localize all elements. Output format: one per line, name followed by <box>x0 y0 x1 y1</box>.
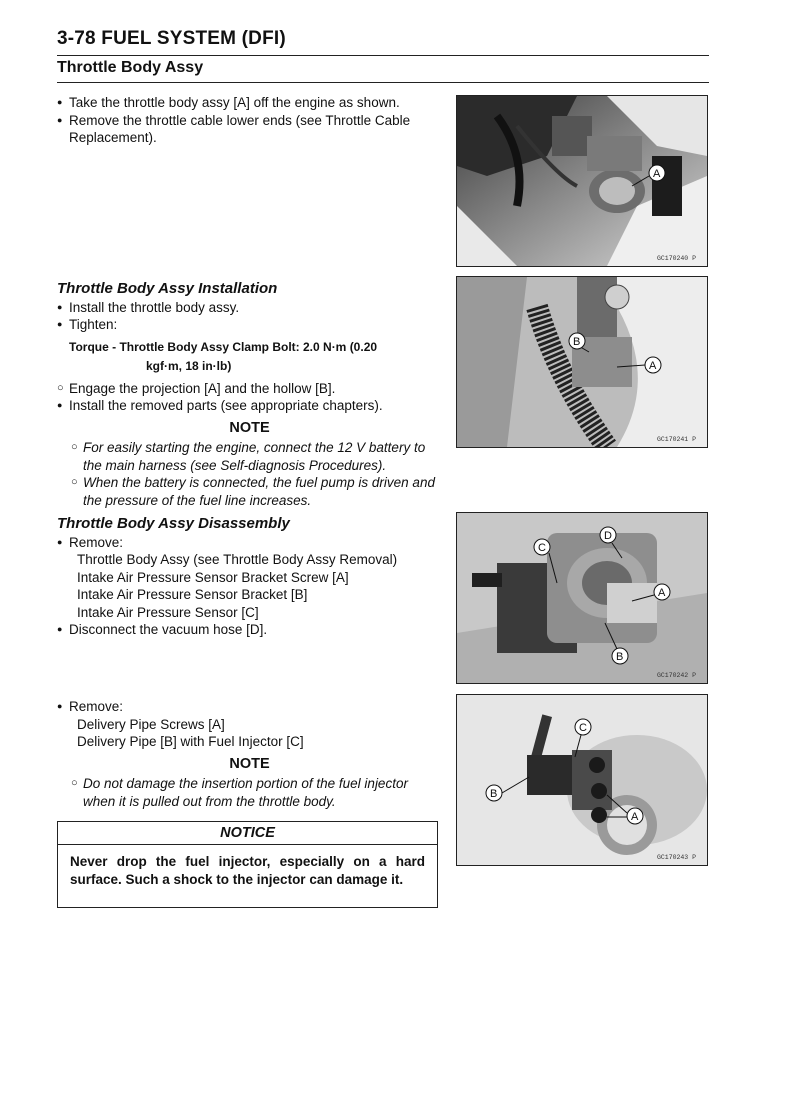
section-rule <box>57 82 709 83</box>
list-item: ● Take the throttle body assy [A] off the engine as shown. <box>57 94 442 112</box>
note-label: NOTE <box>229 755 270 772</box>
list-item: ● Remove: <box>57 698 442 716</box>
figure-throttle-body-removal <box>456 95 708 267</box>
section-title: Throttle Body Assy <box>57 59 204 76</box>
page-header: 3-78 FUEL SYSTEM (DFI) <box>57 28 286 49</box>
remove-item: Delivery Pipe [B] with Fuel Injector [C] <box>77 734 304 749</box>
callout-label: B <box>573 336 581 348</box>
list-item: ○ Engage the projection [A] and the hollow [B]. <box>57 380 442 398</box>
list-item: ● Disconnect the vacuum hose [D]. <box>57 621 442 639</box>
installation-section <box>57 280 442 509</box>
header-rule <box>57 55 709 56</box>
callout-label: B <box>616 651 624 663</box>
disassembly-section-2 <box>57 698 442 810</box>
remove-item: Delivery Pipe Screws [A] <box>77 716 225 732</box>
callout-label: C <box>579 722 587 734</box>
figure-code: GC170242 P <box>657 672 697 679</box>
notice-box <box>57 821 438 908</box>
torque-line-1: Torque - Throttle Body Assy Clamp Bolt: 2.0 N·m (0.20 <box>69 339 378 354</box>
callout-label: A <box>649 360 657 372</box>
list-item: ● Remove: <box>57 534 442 552</box>
figure-delivery-pipe-removal <box>456 694 708 866</box>
figure-throttle-body-installation <box>456 276 708 448</box>
callout-label: A <box>653 168 661 180</box>
remove-item: Intake Air Pressure Sensor [C] <box>77 604 259 620</box>
callout-label: D <box>604 530 612 542</box>
callout-label: B <box>490 788 498 800</box>
figure-code: GC170243 P <box>657 854 697 861</box>
note-label: NOTE <box>229 419 270 436</box>
note-item: ○ Do not damage the insertion portion of the fuel injector when it is pulled out from the throttle body. <box>71 775 442 810</box>
list-item: ● Tighten: <box>57 316 442 334</box>
figure-code: GC170241 P <box>657 436 697 443</box>
disassembly-heading: Throttle Body Assy Disassembly <box>57 515 290 532</box>
list-item: ● Install the throttle body assy. <box>57 299 442 317</box>
figure-throttle-body-disassembly <box>456 512 708 684</box>
remove-item: Throttle Body Assy (see Throttle Body Assy Removal) <box>77 552 398 567</box>
torque-line-2: kgf·m, 18 in·lb) <box>146 358 232 373</box>
remove-item: Intake Air Pressure Sensor Bracket Screw [A] <box>77 569 349 585</box>
remove-item: Intake Air Pressure Sensor Bracket [B] <box>77 587 308 602</box>
callout-label: C <box>538 542 546 554</box>
removal-steps <box>57 94 442 147</box>
list-item: ● Remove the throttle cable lower ends (see Throttle Cable Replacement). <box>57 112 442 147</box>
installation-heading: Throttle Body Assy Installation <box>57 280 278 297</box>
callout-label: A <box>658 587 666 599</box>
note-item: ○ For easily starting the engine, connect the 12 V battery to the main harness (see Self-diagnosis Procedures). <box>71 439 442 474</box>
notice-title: NOTICE <box>58 822 437 845</box>
callout-label: A <box>631 811 639 823</box>
figure-code: GC170240 P <box>657 255 697 262</box>
note-item: ○ When the battery is connected, the fuel pump is driven and the pressure of the fuel line increases. <box>71 474 442 509</box>
list-item: ● Install the removed parts (see appropriate chapters). <box>57 397 442 415</box>
notice-text: Never drop the fuel injector, especially on a hard surface. Such a shock to the injector can damage it. <box>70 854 425 887</box>
torque-spec <box>69 338 442 376</box>
disassembly-section <box>57 515 442 639</box>
